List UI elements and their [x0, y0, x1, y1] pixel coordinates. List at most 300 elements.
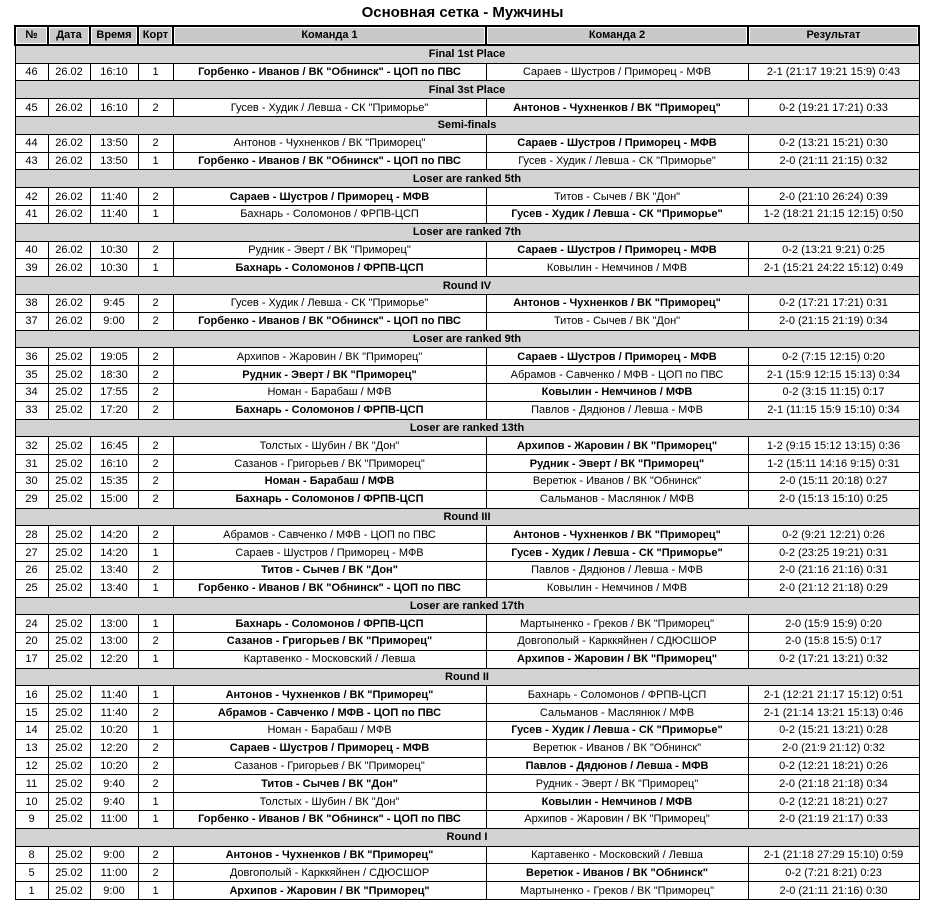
column-header-team1: Команда 1: [173, 26, 486, 45]
section-header-row: [15, 170, 919, 188]
team2-cell: Сараев - Шустров / Приморец - МФВ: [486, 348, 748, 366]
court-cell: 2: [138, 846, 173, 864]
section-header-row: [15, 116, 919, 134]
team2-cell: Веретюк - Иванов / ВК "Обнинск": [486, 864, 748, 882]
column-header-result: Результат: [748, 26, 919, 45]
column-header-date: Дата: [48, 26, 90, 45]
result-cell: 2-0 (21:19 21:17) 0:33: [748, 811, 919, 829]
team2-cell: Павлов - Дядюнов / Левша - МФВ: [486, 757, 748, 775]
match-row: [15, 490, 919, 508]
team1-cell: Антонов - Чухненков / ВК "Приморец": [173, 686, 486, 704]
team2-cell: Ковылин - Немчинов / МФВ: [486, 579, 748, 597]
match-row: [15, 134, 919, 152]
match-row: [15, 472, 919, 490]
court-cell: 1: [138, 722, 173, 740]
section-header-row: [15, 419, 919, 437]
team1-cell: Сазанов - Григорьев / ВК "Приморец": [173, 633, 486, 651]
match-number-cell: 29: [15, 490, 48, 508]
match-row: [15, 686, 919, 704]
match-date-cell: 25.02: [48, 793, 90, 811]
match-time-cell: 16:10: [90, 63, 138, 81]
team2-cell: Сальманов - Маслянюк / МФВ: [486, 704, 748, 722]
court-cell: 2: [138, 312, 173, 330]
match-date-cell: 25.02: [48, 686, 90, 704]
match-time-cell: 9:45: [90, 294, 138, 312]
team1-cell: Бахнарь - Соломонов / ФРПВ-ЦСП: [173, 615, 486, 633]
court-cell: 1: [138, 259, 173, 277]
result-cell: 0-2 (23:25 19:21) 0:31: [748, 544, 919, 562]
match-row: [15, 846, 919, 864]
result-cell: 2-0 (21:16 21:16) 0:31: [748, 561, 919, 579]
team2-cell: Гусев - Худик / Левша - СК "Приморье": [486, 722, 748, 740]
match-number-cell: 9: [15, 811, 48, 829]
match-time-cell: 19:05: [90, 348, 138, 366]
match-number-cell: 13: [15, 739, 48, 757]
result-cell: 2-0 (15:9 15:9) 0:20: [748, 615, 919, 633]
match-time-cell: 18:30: [90, 366, 138, 384]
court-cell: 2: [138, 561, 173, 579]
result-cell: 2-1 (11:15 15:9 15:10) 0:34: [748, 401, 919, 419]
court-cell: 2: [138, 241, 173, 259]
section-title: Final 3st Place: [15, 81, 919, 99]
match-number-cell: 32: [15, 437, 48, 455]
team2-cell: Титов - Сычев / ВК "Дон": [486, 312, 748, 330]
team1-cell: Архипов - Жаровин / ВК "Приморец": [173, 882, 486, 900]
match-row: [15, 526, 919, 544]
match-row: [15, 241, 919, 259]
section-header-row: [15, 597, 919, 615]
team1-cell: Бахнарь - Соломонов / ФРПВ-ЦСП: [173, 259, 486, 277]
court-cell: 2: [138, 401, 173, 419]
match-number-cell: 44: [15, 134, 48, 152]
match-row: [15, 348, 919, 366]
court-cell: 2: [138, 188, 173, 206]
section-title: Round III: [15, 508, 919, 526]
match-row: [15, 757, 919, 775]
match-number-cell: 45: [15, 99, 48, 117]
team1-cell: Толстых - Шубин / ВК "Дон": [173, 437, 486, 455]
court-cell: 2: [138, 383, 173, 401]
match-number-cell: 41: [15, 205, 48, 223]
match-row: [15, 864, 919, 882]
section-title: Final 1st Place: [15, 45, 919, 63]
match-row: [15, 775, 919, 793]
match-time-cell: 11:00: [90, 811, 138, 829]
court-cell: 2: [138, 472, 173, 490]
match-time-cell: 14:20: [90, 526, 138, 544]
team2-cell: Сальманов - Маслянюк / МФВ: [486, 490, 748, 508]
match-time-cell: 13:00: [90, 615, 138, 633]
team2-cell: Веретюк - Иванов / ВК "Обнинск": [486, 472, 748, 490]
match-time-cell: 13:50: [90, 134, 138, 152]
match-row: [15, 366, 919, 384]
match-number-cell: 27: [15, 544, 48, 562]
team2-cell: Сараев - Шустров / Приморец - МФВ: [486, 63, 748, 81]
team2-cell: Довгополый - Карккяйнен / СДЮСШОР: [486, 633, 748, 651]
match-time-cell: 13:40: [90, 561, 138, 579]
match-date-cell: 25.02: [48, 401, 90, 419]
section-header-row: [15, 223, 919, 241]
court-cell: 2: [138, 294, 173, 312]
match-date-cell: 25.02: [48, 615, 90, 633]
match-number-cell: 1: [15, 882, 48, 900]
team1-cell: Горбенко - Иванов / ВК "Обнинск" - ЦОП по ПВС: [173, 312, 486, 330]
match-row: [15, 437, 919, 455]
match-date-cell: 25.02: [48, 650, 90, 668]
team2-cell: Гусев - Худик / Левша - СК "Приморье": [486, 544, 748, 562]
result-cell: 2-0 (21:9 21:12) 0:32: [748, 739, 919, 757]
match-date-cell: 26.02: [48, 134, 90, 152]
team2-cell: Ковылин - Немчинов / МФВ: [486, 259, 748, 277]
team2-cell: Антонов - Чухненков / ВК "Приморец": [486, 294, 748, 312]
match-row: [15, 615, 919, 633]
match-date-cell: 25.02: [48, 757, 90, 775]
match-time-cell: 11:00: [90, 864, 138, 882]
result-cell: 2-0 (21:10 26:24) 0:39: [748, 188, 919, 206]
match-row: [15, 544, 919, 562]
match-time-cell: 9:00: [90, 882, 138, 900]
match-time-cell: 9:40: [90, 793, 138, 811]
match-date-cell: 25.02: [48, 864, 90, 882]
team1-cell: Горбенко - Иванов / ВК "Обнинск" - ЦОП по ПВС: [173, 579, 486, 597]
match-number-cell: 35: [15, 366, 48, 384]
match-date-cell: 26.02: [48, 312, 90, 330]
court-cell: 2: [138, 366, 173, 384]
match-date-cell: 25.02: [48, 526, 90, 544]
match-date-cell: 25.02: [48, 437, 90, 455]
match-time-cell: 12:20: [90, 739, 138, 757]
column-header-time: Время: [90, 26, 138, 45]
match-time-cell: 11:40: [90, 188, 138, 206]
team1-cell: Гусев - Худик / Левша - СК "Приморье": [173, 294, 486, 312]
match-time-cell: 10:20: [90, 757, 138, 775]
court-cell: 1: [138, 579, 173, 597]
match-date-cell: 25.02: [48, 490, 90, 508]
result-cell: 2-0 (21:11 21:15) 0:32: [748, 152, 919, 170]
team2-cell: Сараев - Шустров / Приморец - МФВ: [486, 134, 748, 152]
court-cell: 1: [138, 205, 173, 223]
section-title: Round IV: [15, 277, 919, 295]
match-number-cell: 14: [15, 722, 48, 740]
match-time-cell: 15:00: [90, 490, 138, 508]
match-time-cell: 13:40: [90, 579, 138, 597]
court-cell: 2: [138, 526, 173, 544]
result-cell: 2-0 (21:11 21:16) 0:30: [748, 882, 919, 900]
match-number-cell: 30: [15, 472, 48, 490]
match-time-cell: 11:40: [90, 686, 138, 704]
match-date-cell: 25.02: [48, 455, 90, 473]
match-number-cell: 36: [15, 348, 48, 366]
team1-cell: Титов - Сычев / ВК "Дон": [173, 775, 486, 793]
team2-cell: Титов - Сычев / ВК "Дон": [486, 188, 748, 206]
match-time-cell: 17:20: [90, 401, 138, 419]
match-number-cell: 10: [15, 793, 48, 811]
court-cell: 2: [138, 134, 173, 152]
match-number-cell: 46: [15, 63, 48, 81]
match-time-cell: 12:20: [90, 650, 138, 668]
team2-cell: Абрамов - Савченко / МФВ - ЦОП по ПВС: [486, 366, 748, 384]
team2-cell: Мартыненко - Греков / ВК "Приморец": [486, 615, 748, 633]
match-date-cell: 25.02: [48, 544, 90, 562]
team1-cell: Номан - Барабаш / МФВ: [173, 722, 486, 740]
team1-cell: Бахнарь - Соломонов / ФРПВ-ЦСП: [173, 205, 486, 223]
team1-cell: Горбенко - Иванов / ВК "Обнинск" - ЦОП по ПВС: [173, 152, 486, 170]
court-cell: 2: [138, 704, 173, 722]
match-row: [15, 561, 919, 579]
section-title: Round I: [15, 828, 919, 846]
result-cell: 0-2 (13:21 9:21) 0:25: [748, 241, 919, 259]
match-row: [15, 383, 919, 401]
result-cell: 2-1 (21:18 27:29 15:10) 0:59: [748, 846, 919, 864]
match-time-cell: 9:40: [90, 775, 138, 793]
team1-cell: Сараев - Шустров / Приморец - МФВ: [173, 188, 486, 206]
team1-cell: Антонов - Чухненков / ВК "Приморец": [173, 846, 486, 864]
match-date-cell: 25.02: [48, 846, 90, 864]
result-cell: 2-0 (21:18 21:18) 0:34: [748, 775, 919, 793]
match-date-cell: 25.02: [48, 472, 90, 490]
column-header-court: Корт: [138, 26, 173, 45]
match-time-cell: 16:10: [90, 99, 138, 117]
match-date-cell: 25.02: [48, 775, 90, 793]
match-number-cell: 42: [15, 188, 48, 206]
result-cell: 1-2 (9:15 15:12 13:15) 0:36: [748, 437, 919, 455]
court-cell: 1: [138, 650, 173, 668]
match-date-cell: 25.02: [48, 366, 90, 384]
bracket-table: [14, 25, 920, 900]
match-row: [15, 259, 919, 277]
match-number-cell: 12: [15, 757, 48, 775]
section-title: Loser are ranked 17th: [15, 597, 919, 615]
match-number-cell: 8: [15, 846, 48, 864]
match-date-cell: 25.02: [48, 739, 90, 757]
match-number-cell: 40: [15, 241, 48, 259]
team2-cell: Картавенко - Московский / Левша: [486, 846, 748, 864]
court-cell: 1: [138, 544, 173, 562]
team2-cell: Бахнарь - Соломонов / ФРПВ-ЦСП: [486, 686, 748, 704]
team1-cell: Сазанов - Григорьев / ВК "Приморец": [173, 455, 486, 473]
team2-cell: Рудник - Эверт / ВК "Приморец": [486, 455, 748, 473]
court-cell: 2: [138, 437, 173, 455]
header-row: [15, 26, 919, 45]
result-cell: 0-2 (7:15 12:15) 0:20: [748, 348, 919, 366]
result-cell: 2-1 (15:21 24:22 15:12) 0:49: [748, 259, 919, 277]
section-header-row: [15, 828, 919, 846]
section-header-row: [15, 277, 919, 295]
section-title: Loser are ranked 5th: [15, 170, 919, 188]
section-title: Loser are ranked 13th: [15, 419, 919, 437]
team2-cell: Антонов - Чухненков / ВК "Приморец": [486, 526, 748, 544]
column-header-team2: Команда 2: [486, 26, 748, 45]
result-cell: 0-2 (12:21 18:21) 0:26: [748, 757, 919, 775]
team2-cell: Гусев - Худик / Левша - СК "Приморье": [486, 152, 748, 170]
section-header-row: [15, 81, 919, 99]
team2-cell: Павлов - Дядюнов / Левша - МФВ: [486, 401, 748, 419]
team1-cell: Сараев - Шустров / Приморец - МФВ: [173, 739, 486, 757]
result-cell: 1-2 (18:21 21:15 12:15) 0:50: [748, 205, 919, 223]
match-number-cell: 37: [15, 312, 48, 330]
match-time-cell: 16:45: [90, 437, 138, 455]
match-time-cell: 9:00: [90, 846, 138, 864]
match-date-cell: 26.02: [48, 294, 90, 312]
match-row: [15, 811, 919, 829]
match-date-cell: 26.02: [48, 259, 90, 277]
team1-cell: Бахнарь - Соломонов / ФРПВ-ЦСП: [173, 401, 486, 419]
match-row: [15, 650, 919, 668]
section-title: Round II: [15, 668, 919, 686]
match-time-cell: 13:00: [90, 633, 138, 651]
team1-cell: Номан - Барабаш / МФВ: [173, 383, 486, 401]
match-number-cell: 26: [15, 561, 48, 579]
section-title: Semi-finals: [15, 116, 919, 134]
match-time-cell: 16:10: [90, 455, 138, 473]
team1-cell: Бахнарь - Соломонов / ФРПВ-ЦСП: [173, 490, 486, 508]
team1-cell: Картавенко - Московский / Левша: [173, 650, 486, 668]
team1-cell: Гусев - Худик / Левша - СК "Приморье": [173, 99, 486, 117]
match-row: [15, 455, 919, 473]
match-row: [15, 739, 919, 757]
court-cell: 2: [138, 633, 173, 651]
match-row: [15, 722, 919, 740]
match-number-cell: 43: [15, 152, 48, 170]
section-header-row: [15, 508, 919, 526]
match-date-cell: 25.02: [48, 882, 90, 900]
match-date-cell: 26.02: [48, 99, 90, 117]
match-row: [15, 152, 919, 170]
match-time-cell: 14:20: [90, 544, 138, 562]
match-date-cell: 25.02: [48, 704, 90, 722]
court-cell: 2: [138, 455, 173, 473]
team2-cell: Рудник - Эверт / ВК "Приморец": [486, 775, 748, 793]
court-cell: 1: [138, 811, 173, 829]
match-date-cell: 25.02: [48, 722, 90, 740]
match-time-cell: 17:55: [90, 383, 138, 401]
match-number-cell: 15: [15, 704, 48, 722]
match-time-cell: 15:35: [90, 472, 138, 490]
court-cell: 1: [138, 615, 173, 633]
result-cell: 2-0 (15:8 15:5) 0:17: [748, 633, 919, 651]
court-cell: 2: [138, 490, 173, 508]
section-header-row: [15, 45, 919, 63]
match-number-cell: 5: [15, 864, 48, 882]
team1-cell: Абрамов - Савченко / МФВ - ЦОП по ПВС: [173, 526, 486, 544]
section-title: Loser are ranked 9th: [15, 330, 919, 348]
match-date-cell: 26.02: [48, 241, 90, 259]
court-cell: 2: [138, 739, 173, 757]
match-row: [15, 188, 919, 206]
section-header-row: [15, 668, 919, 686]
court-cell: 2: [138, 99, 173, 117]
court-cell: 2: [138, 775, 173, 793]
match-time-cell: 9:00: [90, 312, 138, 330]
match-date-cell: 25.02: [48, 383, 90, 401]
result-cell: 1-2 (15:11 14:16 9:15) 0:31: [748, 455, 919, 473]
team2-cell: Мартыненко - Греков / ВК "Приморец": [486, 882, 748, 900]
match-row: [15, 205, 919, 223]
match-date-cell: 25.02: [48, 811, 90, 829]
court-cell: 1: [138, 686, 173, 704]
result-cell: 2-1 (21:14 13:21 15:13) 0:46: [748, 704, 919, 722]
result-cell: 0-2 (3:15 11:15) 0:17: [748, 383, 919, 401]
match-row: [15, 312, 919, 330]
team1-cell: Горбенко - Иванов / ВК "Обнинск" - ЦОП по ПВС: [173, 811, 486, 829]
team2-cell: Антонов - Чухненков / ВК "Приморец": [486, 99, 748, 117]
result-cell: 0-2 (17:21 13:21) 0:32: [748, 650, 919, 668]
page-title: Основная сетка - Мужчины: [361, 4, 564, 21]
court-cell: 2: [138, 864, 173, 882]
team2-cell: Веретюк - Иванов / ВК "Обнинск": [486, 739, 748, 757]
match-row: [15, 704, 919, 722]
team1-cell: Антонов - Чухненков / ВК "Приморец": [173, 134, 486, 152]
team2-cell: Архипов - Жаровин / ВК "Приморец": [486, 437, 748, 455]
match-time-cell: 10:30: [90, 259, 138, 277]
team1-cell: Номан - Барабаш / МФВ: [173, 472, 486, 490]
team1-cell: Сазанов - Григорьев / ВК "Приморец": [173, 757, 486, 775]
team1-cell: Рудник - Эверт / ВК "Приморец": [173, 241, 486, 259]
result-cell: 2-0 (15:13 15:10) 0:25: [748, 490, 919, 508]
match-row: [15, 294, 919, 312]
match-number-cell: 28: [15, 526, 48, 544]
team2-cell: Павлов - Дядюнов / Левша - МФВ: [486, 561, 748, 579]
result-cell: 0-2 (7:21 8:21) 0:23: [748, 864, 919, 882]
result-cell: 2-1 (15:9 12:15 15:13) 0:34: [748, 366, 919, 384]
court-cell: 2: [138, 757, 173, 775]
match-time-cell: 11:40: [90, 205, 138, 223]
match-number-cell: 34: [15, 383, 48, 401]
result-cell: 0-2 (19:21 17:21) 0:33: [748, 99, 919, 117]
result-cell: 2-0 (21:15 21:19) 0:34: [748, 312, 919, 330]
team2-cell: Ковылин - Немчинов / МФВ: [486, 793, 748, 811]
team1-cell: Архипов - Жаровин / ВК "Приморец": [173, 348, 486, 366]
team1-cell: Титов - Сычев / ВК "Дон": [173, 561, 486, 579]
match-time-cell: 13:50: [90, 152, 138, 170]
match-row: [15, 793, 919, 811]
match-date-cell: 25.02: [48, 348, 90, 366]
team2-cell: Гусев - Худик / Левша - СК "Приморье": [486, 205, 748, 223]
match-number-cell: 39: [15, 259, 48, 277]
match-number-cell: 16: [15, 686, 48, 704]
team1-cell: Горбенко - Иванов / ВК "Обнинск" - ЦОП по ПВС: [173, 63, 486, 81]
match-number-cell: 17: [15, 650, 48, 668]
match-date-cell: 26.02: [48, 63, 90, 81]
court-cell: 1: [138, 152, 173, 170]
match-date-cell: 26.02: [48, 152, 90, 170]
court-cell: 1: [138, 793, 173, 811]
result-cell: 2-0 (21:12 21:18) 0:29: [748, 579, 919, 597]
match-row: [15, 63, 919, 81]
match-number-cell: 11: [15, 775, 48, 793]
court-cell: 1: [138, 63, 173, 81]
match-row: [15, 882, 919, 900]
match-time-cell: 10:30: [90, 241, 138, 259]
match-date-cell: 26.02: [48, 188, 90, 206]
section-header-row: [15, 330, 919, 348]
match-row: [15, 633, 919, 651]
team1-cell: Толстых - Шубин / ВК "Дон": [173, 793, 486, 811]
team1-cell: Сараев - Шустров / Приморец - МФВ: [173, 544, 486, 562]
match-date-cell: 25.02: [48, 633, 90, 651]
court-cell: 1: [138, 882, 173, 900]
match-date-cell: 25.02: [48, 561, 90, 579]
match-row: [15, 579, 919, 597]
result-cell: 0-2 (9:21 12:21) 0:26: [748, 526, 919, 544]
match-number-cell: 24: [15, 615, 48, 633]
team2-cell: Ковылин - Немчинов / МФВ: [486, 383, 748, 401]
team1-cell: Абрамов - Савченко / МФВ - ЦОП по ПВС: [173, 704, 486, 722]
team1-cell: Рудник - Эверт / ВК "Приморец": [173, 366, 486, 384]
bracket-body: [15, 45, 919, 900]
team2-cell: Сараев - Шустров / Приморец - МФВ: [486, 241, 748, 259]
match-row: [15, 99, 919, 117]
